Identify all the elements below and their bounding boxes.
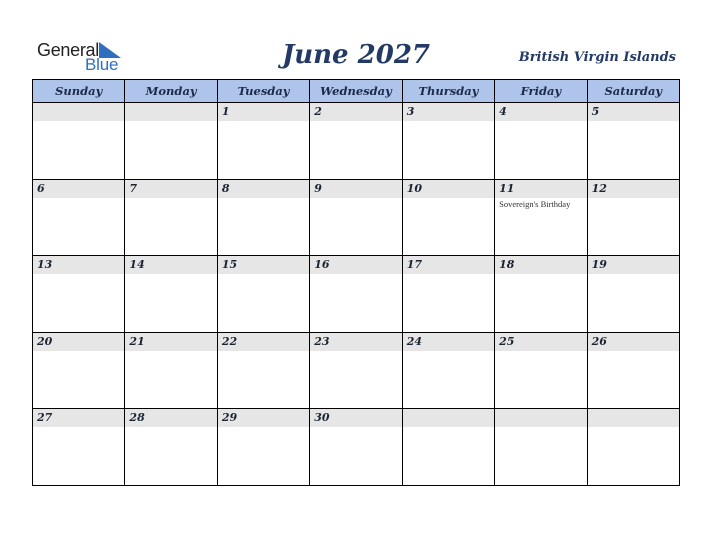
day-number: 12 bbox=[591, 181, 607, 195]
day-header-bar bbox=[125, 333, 216, 351]
day-header-bar bbox=[218, 256, 309, 274]
day-header-bar bbox=[403, 409, 494, 427]
day-header-bar bbox=[33, 256, 124, 274]
day-header-bar bbox=[33, 333, 124, 351]
day-header-bar bbox=[218, 103, 309, 121]
day-header-bar bbox=[588, 409, 679, 427]
day-cell[interactable] bbox=[33, 333, 125, 410]
day-cell[interactable] bbox=[403, 180, 495, 257]
day-number: 8 bbox=[221, 181, 230, 195]
logo-blue-text: Blue bbox=[85, 55, 119, 74]
day-header-bar bbox=[310, 103, 401, 121]
day-header-bar bbox=[588, 333, 679, 351]
day-cell[interactable] bbox=[310, 409, 402, 486]
day-header-bar bbox=[310, 256, 401, 274]
day-header-bar bbox=[310, 409, 401, 427]
weekday-header-saturday: Saturday bbox=[588, 80, 680, 103]
day-number: 4 bbox=[499, 105, 507, 118]
day-cell[interactable] bbox=[495, 103, 587, 180]
day-number: 10 bbox=[406, 181, 423, 195]
day-cell[interactable] bbox=[218, 103, 310, 180]
day-number: 18 bbox=[499, 258, 515, 272]
weekday-header-monday: Monday bbox=[125, 80, 217, 103]
day-number: 25 bbox=[499, 334, 515, 348]
day-header-bar bbox=[495, 103, 586, 121]
day-number: 16 bbox=[314, 258, 330, 272]
day-cell[interactable] bbox=[218, 180, 310, 257]
day-cell[interactable] bbox=[125, 256, 217, 333]
day-number: 23 bbox=[314, 334, 330, 348]
day-header-bar bbox=[495, 333, 586, 351]
day-cell[interactable] bbox=[588, 333, 680, 410]
day-cell[interactable] bbox=[310, 180, 402, 257]
day-header-bar bbox=[588, 103, 679, 121]
day-header-bar bbox=[125, 180, 216, 198]
day-number: 21 bbox=[129, 334, 145, 348]
day-cell[interactable] bbox=[33, 103, 125, 180]
day-header-bar bbox=[495, 256, 586, 274]
day-number: 28 bbox=[129, 411, 145, 425]
day-number: 17 bbox=[406, 258, 423, 272]
day-cell[interactable] bbox=[588, 409, 680, 486]
weekday-header-friday: Friday bbox=[495, 80, 587, 103]
day-cell[interactable] bbox=[403, 256, 495, 333]
day-number: 19 bbox=[591, 258, 607, 272]
day-header-bar bbox=[33, 180, 124, 198]
day-cell[interactable] bbox=[33, 180, 125, 257]
day-cell[interactable] bbox=[495, 180, 587, 257]
day-cell[interactable] bbox=[33, 256, 125, 333]
day-cell[interactable] bbox=[403, 333, 495, 410]
day-header-bar bbox=[588, 180, 679, 198]
day-cell[interactable] bbox=[588, 103, 680, 180]
day-cell[interactable] bbox=[125, 333, 217, 410]
day-cell[interactable] bbox=[310, 333, 402, 410]
day-cell[interactable] bbox=[495, 409, 587, 486]
calendar-title: June 2027 bbox=[281, 40, 431, 70]
holiday-label: Sovereign's Birthday bbox=[499, 198, 571, 209]
day-number: 7 bbox=[129, 181, 138, 195]
day-header-bar bbox=[33, 103, 124, 121]
weekday-header-tuesday: Tuesday bbox=[218, 80, 310, 103]
day-header-bar bbox=[218, 409, 309, 427]
logo-general-text: General bbox=[37, 40, 99, 60]
day-header-bar bbox=[218, 180, 309, 198]
day-header-bar bbox=[125, 103, 216, 121]
day-number: 5 bbox=[591, 105, 600, 118]
day-header-bar bbox=[218, 333, 309, 351]
day-number: 13 bbox=[37, 258, 53, 272]
day-cell[interactable] bbox=[588, 256, 680, 333]
day-number: 29 bbox=[221, 411, 238, 425]
day-header-bar bbox=[310, 180, 401, 198]
day-number: 14 bbox=[129, 258, 145, 272]
day-cell[interactable] bbox=[588, 180, 680, 257]
day-number: 1 bbox=[221, 105, 230, 118]
day-number: 24 bbox=[406, 334, 423, 348]
day-header-bar bbox=[403, 333, 494, 351]
day-header-bar bbox=[588, 256, 679, 274]
day-header-bar bbox=[403, 180, 494, 198]
day-header-bar bbox=[495, 180, 586, 198]
day-header-bar bbox=[403, 103, 494, 121]
weekday-header-thursday: Thursday bbox=[403, 80, 495, 103]
day-cell[interactable] bbox=[125, 409, 217, 486]
day-number: 22 bbox=[221, 334, 238, 348]
weekday-header-sunday: Sunday bbox=[33, 80, 125, 103]
day-cell[interactable] bbox=[218, 256, 310, 333]
day-number: 26 bbox=[591, 334, 607, 348]
day-cell[interactable] bbox=[218, 333, 310, 410]
day-number: 2 bbox=[314, 105, 322, 118]
day-number: 9 bbox=[314, 181, 322, 195]
day-number: 6 bbox=[37, 181, 45, 195]
calendar-grid bbox=[32, 79, 680, 486]
day-cell[interactable] bbox=[125, 103, 217, 180]
weekday-header-wednesday: Wednesday bbox=[310, 80, 402, 103]
day-cell[interactable] bbox=[403, 409, 495, 486]
day-number: 27 bbox=[37, 411, 53, 425]
region-label: British Virgin Islands bbox=[518, 50, 676, 65]
day-cell[interactable] bbox=[495, 256, 587, 333]
day-header-bar bbox=[495, 409, 586, 427]
day-header-bar bbox=[125, 409, 216, 427]
day-cell[interactable] bbox=[33, 409, 125, 486]
day-cell[interactable] bbox=[218, 409, 310, 486]
day-header-bar bbox=[125, 256, 216, 274]
day-number: 15 bbox=[221, 258, 238, 272]
day-cell[interactable] bbox=[310, 103, 402, 180]
day-number: 3 bbox=[406, 105, 415, 118]
day-cell[interactable] bbox=[403, 103, 495, 180]
day-cell[interactable] bbox=[125, 180, 217, 257]
day-number: 20 bbox=[37, 334, 53, 348]
day-header-bar bbox=[403, 256, 494, 274]
day-header-bar bbox=[310, 333, 401, 351]
day-header-bar bbox=[33, 409, 124, 427]
day-cell[interactable] bbox=[310, 256, 402, 333]
day-cell[interactable] bbox=[495, 333, 587, 410]
day-number: 30 bbox=[314, 411, 330, 425]
day-number: 11 bbox=[499, 181, 515, 195]
